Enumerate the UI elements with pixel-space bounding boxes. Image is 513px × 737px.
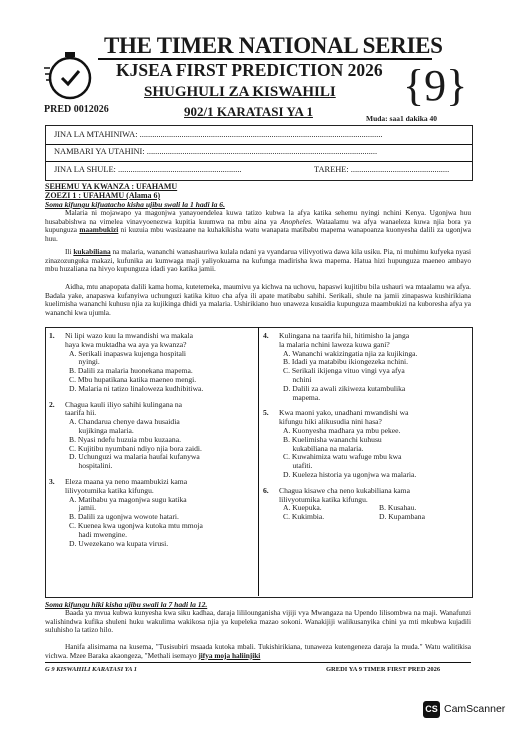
question-stem: la malaria nchini laweza kuwa gani?	[279, 339, 390, 349]
section-title: SEHEMU YA KWANZA : UFAHAMU	[45, 182, 178, 191]
exam-title: KJSEA FIRST PREDICTION 2026	[116, 60, 383, 80]
candidate-info-box	[45, 125, 473, 181]
answer-option[interactable]: B. Dalili za malaria huonekana mapema.	[69, 366, 193, 376]
answer-option[interactable]: C. Kuenea kwa ugonjwa kutoka mtu mmoja	[69, 521, 203, 530]
passage-paragraph-3: Aidha, mtu anapopata dalili kama homa, kutetemeka, maumivu ya kichwa na uchovu, hapaswi kujitibu bila ushauri wa mtaalamu wa afya. Badala yake, anapaswa kufanyiwa uchunguzi katika kituo cha afya ili apate matibabu sahihi. Serikali, shule na jamii zinapaswa kushirikiana kuelimisha wananchi kuhusu njia za kujikinga dhidi ya malaria. Ushirikiano huo unaweza kusaidia kupunguza maambukizi na kuboresha afya ya wananchi kwa ujumla.	[45, 282, 471, 317]
footer-right: GREDI YA 9 TIMER FIRST PRED 2026	[326, 666, 441, 673]
answer-option[interactable]: nchini	[283, 375, 312, 384]
answer-option[interactable]: A. Kuonyesha madhara ya mbu pekee.	[283, 426, 401, 435]
answer-option[interactable]: C. Serikali ikijenga vituo vingi vya afya	[283, 366, 405, 376]
answer-option[interactable]: D. Dalili za awali zikiweza kutambulika	[283, 383, 406, 393]
question-stem: Chagua kisawe cha neno kukabiliana kama	[279, 485, 410, 495]
answer-option[interactable]: B. Kusahau.	[379, 503, 417, 513]
footer-left: G 9 KISWAHILI KARATASI YA 1	[45, 666, 137, 673]
question-number: 3.	[49, 477, 55, 486]
question-stem: Ni lipi wazo kuu la mwandishi wa makala	[65, 331, 194, 340]
question-stem: lilivyotumika katika kifungu.	[65, 485, 154, 495]
candidate-name-field[interactable]: JINA LA MTAHINIWA: ....................................................................................................................	[54, 130, 383, 139]
question-number: 6.	[263, 485, 269, 495]
camscanner-label: CamScanner	[444, 703, 506, 715]
answer-option[interactable]: B. Idadi ya matabibu ikiongezeka nchini.	[283, 357, 409, 367]
answer-option[interactable]: A. Kuepuka.	[283, 503, 322, 513]
passage-paragraph-1: Malaria ni mojawapo ya magonjwa yanayoendelea kuwa tatizo kubwa la afya katika sehemu nyingi nchini Kenya. Ugonjwa huu husababishwa na vimelea vinavyoenezwa kupitia kuumwa na mbu aina ya Anopheles. Wataalamu wa afya wanaeleza kuwa njia bora ya kupunguza maambukizi ni kuzuia mbu wasizaane na kuhakikisha watu wanapata matibabu mapema wanapoanza kuonyesha dalili za ugonjwa huu.	[45, 208, 472, 243]
timer-logo	[44, 48, 96, 104]
subject-title: SHUGHULI ZA KISWAHILI	[144, 84, 336, 100]
answer-option[interactable]: B. Nyasi ndefu huzuia mbu kuzaana.	[69, 434, 181, 444]
time-allowed: Muda: saa1 dakika 40	[366, 114, 438, 123]
question-stem: Eleza maana ya neno maambukizi kama	[65, 477, 188, 486]
pred-code: PRED 0012026	[44, 104, 109, 115]
question-stem: haya kwa muktadha wa aya ya kwanza?	[65, 339, 187, 349]
series-title: THE TIMER NATIONAL SERIES	[104, 33, 443, 58]
school-name-field[interactable]: JINA LA SHULE: ...........................................................	[54, 165, 242, 174]
answer-option[interactable]: C. Kujitibu nyumbani ndiyo njia bora zaidi.	[69, 443, 202, 453]
questions-right-column	[263, 331, 469, 593]
passage2-paragraph-2: Hanifa alisimama na kusema, "Tusisubiri msaada kutoka mbali. Tukishirikiana, tunaweza kutengeneza daraja la muda." Watu walitikisa vichwa. Mzee Baraka akaongeza, "Methali isemayo jifya moja haliinjiki	[45, 642, 471, 660]
camscanner-badge	[423, 700, 511, 720]
camscanner-icon: CS	[423, 701, 440, 718]
answer-option[interactable]: A. Serikali inapaswa kujenga hospitali	[69, 348, 187, 358]
answer-option[interactable]: C. Kuwahimiza watu wafuge mbu kwa	[283, 452, 402, 462]
question-number: 5.	[263, 408, 269, 418]
question-stem: taarifa hii.	[65, 408, 97, 418]
answer-option[interactable]: D. Kupambana	[379, 512, 425, 522]
question-stem: kifungu hiki alikusudia nini hasa?	[279, 417, 382, 427]
answer-option[interactable]: hadi mwengine.	[69, 529, 127, 539]
question-stem: Kwa maoni yako, unadhani mwandishi wa	[279, 408, 409, 418]
answer-option[interactable]: jamii.	[69, 503, 96, 513]
answer-option[interactable]: nyingi.	[69, 357, 100, 367]
instruction-text-2: Soma kifungu hiki kisha ujibu swali la 7 hadi la 12.	[45, 600, 208, 609]
instruction-text: Soma kifungu kifuatacho kisha ujibu swali la 1 hadi la 6.	[45, 200, 225, 209]
question-stem: lilivyotumika katika kifungu.	[279, 494, 368, 504]
answer-option[interactable]: D. Uwezekano wa kupata virusi.	[69, 538, 169, 548]
questions-left-column	[49, 331, 255, 593]
grade-badge: {9}	[403, 61, 468, 110]
answer-option[interactable]: hospitalini.	[69, 461, 113, 471]
answer-option[interactable]: D. Malaria ni tatizo linaloweza kudhibitiwa.	[69, 383, 204, 393]
answer-option[interactable]: D. Kueleza historia ya ugonjwa wa malaria.	[283, 470, 417, 479]
index-number-field[interactable]: NAMBARI YA UTAHINI: ..............................................................................................................	[54, 147, 378, 156]
answer-option[interactable]: A. Matibabu ya magonjwa sugu katika	[69, 494, 187, 504]
question-number: 2.	[49, 399, 55, 409]
answer-option[interactable]: C. Kukimbia.	[283, 512, 325, 522]
answer-option[interactable]: A. Wananchi wakizingatia njia za kujikinga.	[283, 348, 418, 358]
exercise-title: ZOEZI 1 : UFAHAMU (Alama 6)	[45, 191, 161, 200]
paper-title: 902/1 KARATASI YA 1	[184, 104, 313, 119]
question-number: 1.	[49, 331, 55, 340]
answer-option[interactable]: B. Kuelimisha wananchi kuhusu	[283, 434, 382, 444]
question-stem: Kulingana na taarifa hii, hitimisho la janga	[279, 331, 410, 340]
answer-option[interactable]: kujikinga malaria.	[69, 426, 134, 435]
answer-option[interactable]: utafiti.	[283, 461, 313, 471]
passage2-paragraph-1: Baada ya mvua kubwa kunyesha kwa siku kadhaa, daraja lililounganisha vijiji vya Mwangaza na Upendo lilisombwa na maji. Wanafunzi walishindwa kufika shuleni huku wakulima wakikosa njia ya kupeleka mazao sokoni. Wanakijiji walikusanyika chini ya mti mkubwa kujadili suluhisho la tatizo hilo.	[45, 608, 471, 635]
date-field[interactable]: TAREHE: ...............................................	[314, 165, 450, 174]
answer-option[interactable]: mapema.	[283, 392, 321, 402]
answer-option[interactable]: B. Dalili za ugonjwa wowote hatari.	[69, 512, 179, 522]
question-stem: Chagua kauli iliyo sahihi kulingana na	[65, 399, 183, 409]
answer-option[interactable]: A. Chandarua chenye dawa husaidia	[69, 417, 180, 427]
answer-option[interactable]: D. Uchunguzi wa malaria haufai kufanywa	[69, 452, 200, 462]
passage-paragraph-2: Ili kukabiliana na malaria, wananchi wanashauriwa kulala ndani ya vyandarua vilivyotiwa dawa kila usiku. Pia, ni muhimu kufyeka nyasi zinazozunguka makazi, kufunika au kumwaga maji yaliyokuama na kufunga madirisha kwa mapema. Hatua hizi hupunguza maeneo ambayo mbu huzaliana na hivyo kupunguza idadi yao katika jamii.	[45, 247, 472, 274]
answer-option[interactable]: kukabiliana na malaria.	[283, 443, 364, 453]
question-number: 4.	[263, 331, 269, 340]
answer-option[interactable]: C. Mbu hupatikana katika maeneo mengi.	[69, 375, 197, 384]
